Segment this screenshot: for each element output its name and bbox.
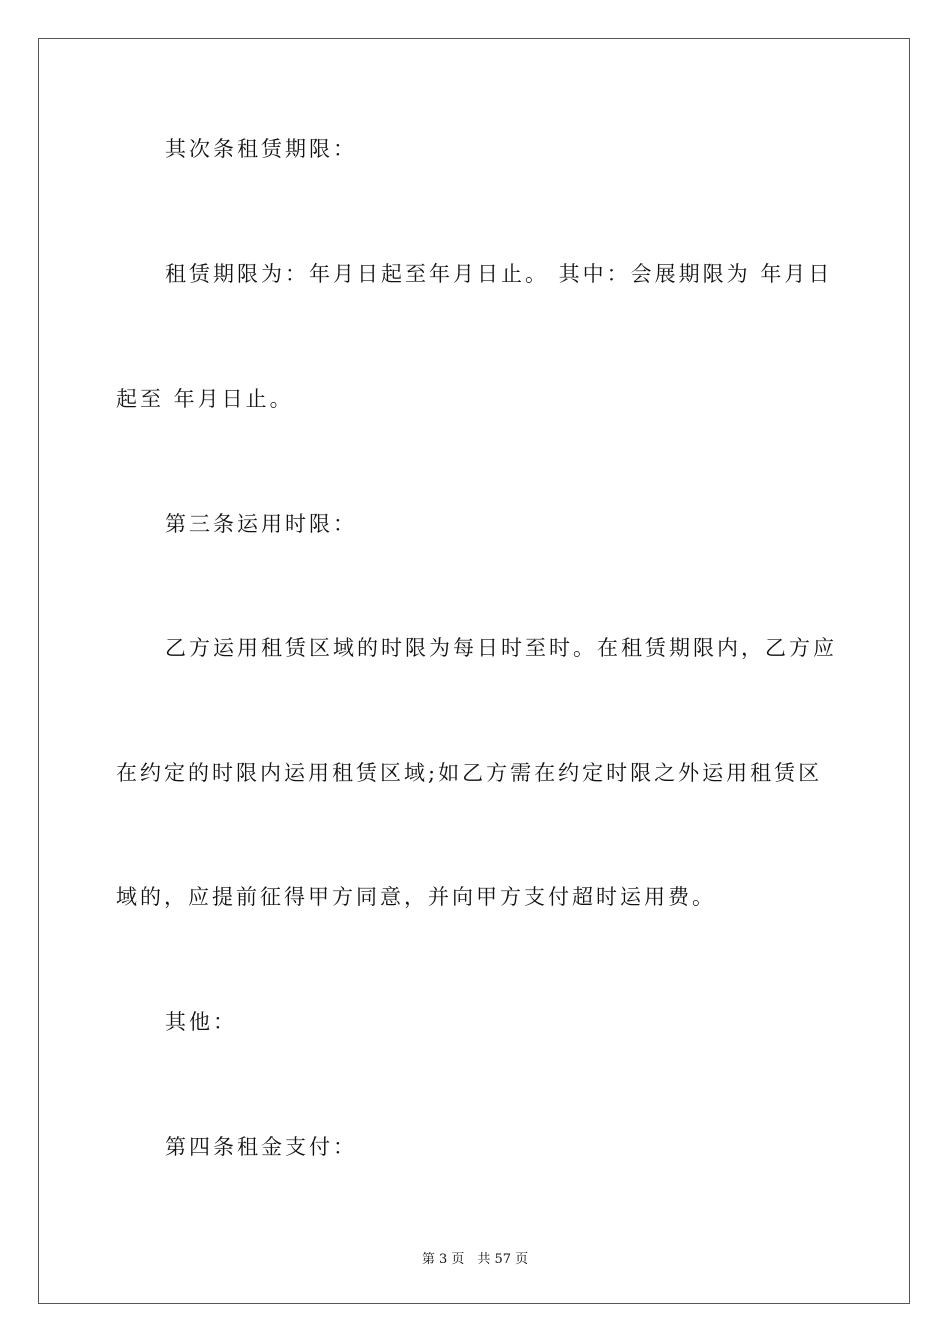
page-border [38,38,910,1304]
clause-4-heading: 第四条租金支付： [165,1135,357,1159]
body-line: 域的，应提前征得甲方同意，并向甲方支付超时运用费。 [116,885,716,909]
body-line: 在约定的时限内运用租赁区域;如乙方需在约定时限之外运用租赁区 [116,761,823,785]
clause-2-heading: 其次条租赁期限： [165,137,357,161]
body-line: 租赁期限为：年月日起至年月日止。 其中：会展期限为 年月日 [165,262,833,286]
page-number-footer: 第 3 页 共 57 页 [421,1252,529,1267]
clause-3-heading: 第三条运用时限： [165,512,357,536]
body-line: 乙方运用租赁区域的时限为每日时至时。在租赁期限内，乙方应 [165,636,837,660]
other-heading: 其他： [165,1010,237,1034]
body-line: 起至 年月日止。 [116,387,294,411]
